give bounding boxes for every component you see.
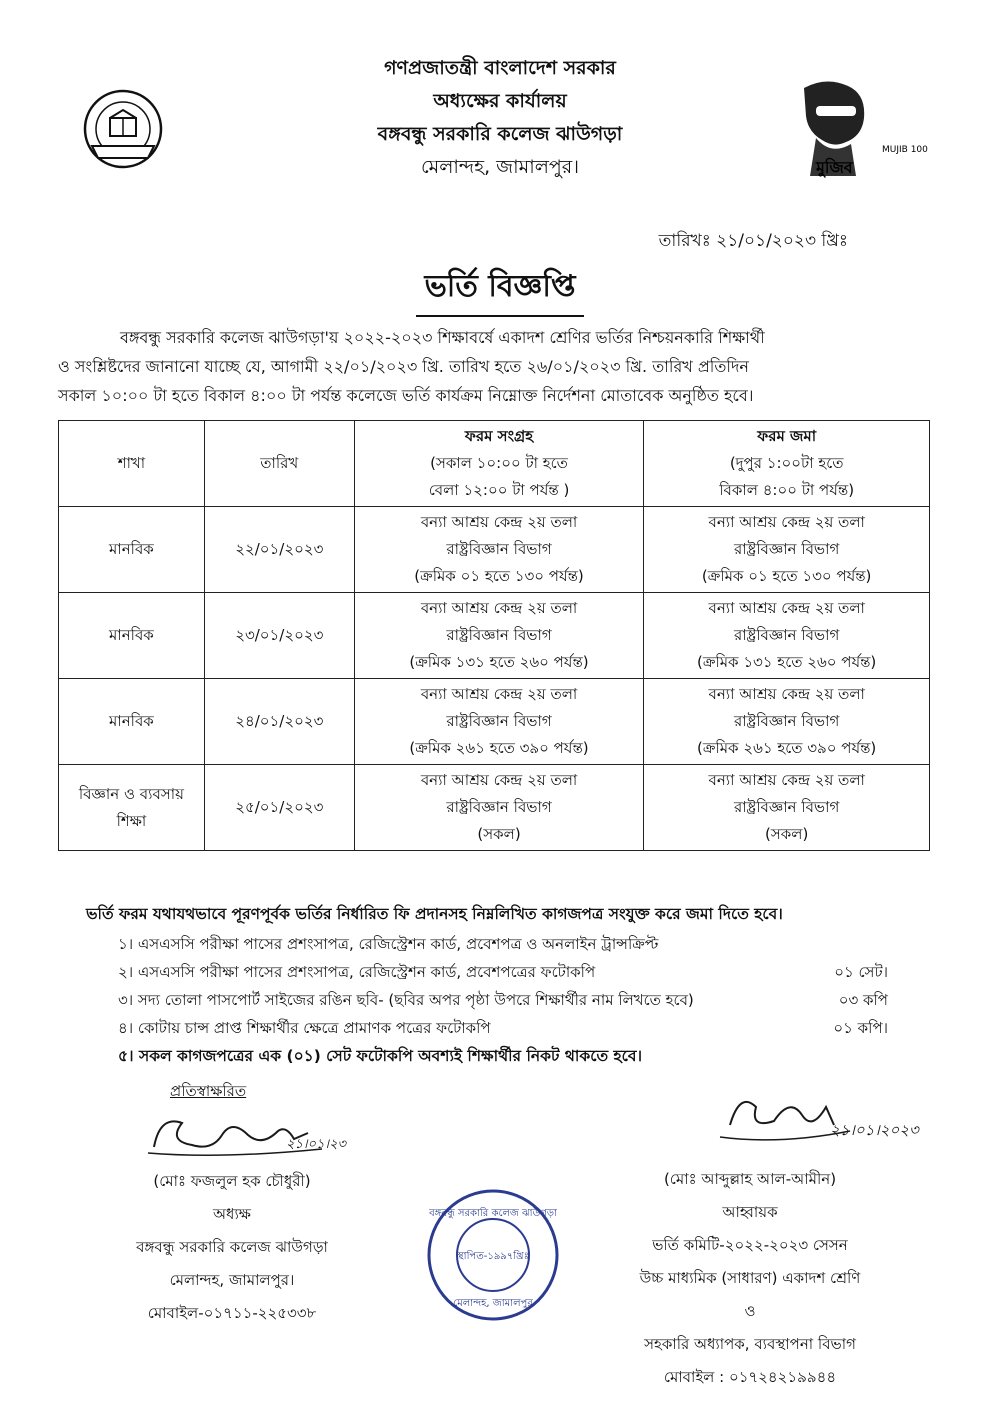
table-row (59, 593, 930, 679)
header-submit-time: বিকাল ৪:০০ টা পর্যন্ত) (719, 481, 855, 499)
requirements-list (118, 930, 888, 1070)
header-collect-title: ফরম সংগ্রহ (464, 427, 534, 445)
cell-line: রাষ্ট্রবিজ্ঞান বিভাগ (734, 712, 840, 730)
header-collect-time: বেলা ১২:০০ টা পর্যন্ত ) (428, 481, 570, 499)
cell-branch: মানবিক (59, 507, 205, 593)
cell-line: (ক্রমিক ০১ হতে ১৩০ পর্যন্ত) (701, 567, 872, 585)
requirement-text: ৫। সকল কাগজপত্রের এক (০১) সেট ফটোকপি অবশ্যই শিক্ষার্থীর নিকট থাকতে হবে। (118, 1047, 643, 1065)
table-row (59, 679, 930, 765)
cell-line: বন্যা আশ্রয় কেন্দ্র ২য় তলা (420, 771, 578, 789)
cell-line: (ক্রমিক ২৬১ হতে ৩৯০ পর্যন্ত) (697, 739, 877, 757)
mujib-100-logo (786, 78, 928, 180)
cell-submit (644, 593, 930, 679)
header-submit-title: ফরম জমা (757, 427, 817, 445)
requirement-qty: ০৩ কপি (838, 991, 888, 1009)
conjunction: ও (744, 1302, 756, 1320)
header-date: তারিখ (204, 421, 354, 507)
requirement-text: ৪। কোটায় চান্স প্রাপ্ত শিক্ষার্থীর ক্ষেত্রে প্রামাণক পত্রের ফটোকপি (118, 1019, 491, 1037)
cell-line: বন্যা আশ্রয় কেন্দ্র ২য় তলা (708, 771, 865, 789)
cell-submit (644, 679, 930, 765)
admission-schedule-table (58, 420, 930, 851)
intro-line: বঙ্গবন্ধু সরকারি কলেজ ঝাউগড়া'য় ২০২২-২০২৩ শিক্ষাবর্ষে একাদশ শ্রেণির ভর্তির নিশ্চয়নকারি শিক্ষার্থী (120, 328, 765, 347)
header-collect-time: (সকাল ১০:০০ টা হতে (430, 454, 568, 472)
countersigned-label: প্রতিস্বাক্ষরিত (170, 1082, 247, 1100)
cell-line: বন্যা আশ্রয় কেন্দ্র ২য় তলা (420, 513, 578, 531)
requirement-text: ৩। সদ্য তোলা পাসপোর্ট সাইজের রঙিন ছবি- (ছবির অপর পৃষ্ঠা উপরে শিক্ষার্থীর নাম লিখতে হবে) (118, 991, 694, 1009)
cell-date: ২৫/০১/২০২৩ (204, 765, 354, 851)
cell-line: (ক্রমিক ১৩১ হতে ২৬০ পর্যন্ত) (697, 653, 877, 671)
requirement-qty: ০১ কপি। (833, 1019, 888, 1037)
cell-line: (সকল) (765, 825, 809, 843)
cell-line: বন্যা আশ্রয় কেন্দ্র ২য় তলা (708, 599, 865, 617)
handwritten-date: ২১।০১।২৩ (286, 1137, 346, 1152)
convener-name: (মোঃ আব্দুল্লাহ আল-আমীন) (663, 1170, 837, 1188)
cell-date: ২২/০১/২০২৩ (204, 507, 354, 593)
intro-line: সকাল ১০:০০ টা হতে বিকাল ৪:০০ টা পর্যন্ত কলেজে ভর্তি কার্যক্রম নিম্নোক্ত নির্দেশনা মোতাবেক অনুষ্ঠিত হবে। (58, 386, 754, 405)
cell-collect (354, 593, 644, 679)
cell-line: রাষ্ট্রবিজ্ঞান বিভাগ (446, 540, 552, 558)
college-logo (82, 88, 164, 170)
list-item (118, 1042, 888, 1070)
cell-submit (644, 507, 930, 593)
convener-role: আহ্বায়ক (722, 1203, 778, 1221)
list-item (118, 1014, 888, 1042)
cell-date: ২৩/০১/২০২৩ (204, 593, 354, 679)
header-submit-time: (দুপুর ১:০০টা হতে (729, 454, 844, 472)
convener-signature (580, 1085, 920, 1163)
government-name: গণপ্রজাতন্ত্রী বাংলাদেশ সরকার (384, 57, 616, 79)
principal-name: (মোঃ ফজলুল হক চৌধুরী) (153, 1172, 311, 1190)
requirement-text: ২। এসএসসি পরীক্ষা পাসের প্রশংসাপত্র, রেজিস্ট্রেশন কার্ড, প্রবেশপত্রের ফটোকপি (118, 963, 596, 981)
cell-collect (354, 679, 644, 765)
convener-designation: সহকারি অধ্যাপক, ব্যবস্থাপনা বিভাগ (644, 1335, 856, 1353)
intro-line: ও সংশ্লিষ্টদের জানানো যাচ্ছে যে, আগামী ২২/০১/২০২৩ খ্রি. তারিখ হতে ২৬/০১/২০২৩ খ্রি. তারিখ প্রতিদিন (58, 357, 749, 376)
cell-date: ২৪/০১/২০২৩ (204, 679, 354, 765)
requirements-heading: ভর্তি ফরম যথাযথভাবে পূরণপূর্বক ভর্তির নির্ধারিত ফি প্রদানসহ নিম্নলিখিত কাগজপত্র সংযুক্ত করে জমা দিতে হবে। (86, 905, 783, 923)
cell-line: রাষ্ট্রবিজ্ঞান বিভাগ (446, 626, 552, 644)
svg-text:মেলান্দহ, জামালপুর: মেলান্দহ, জামালপুর (453, 1298, 533, 1309)
office-header (250, 52, 750, 184)
principal-institution: বঙ্গবন্ধু সরকারি কলেজ ঝাউগড়া (136, 1238, 328, 1256)
table-row (59, 765, 930, 851)
list-item (118, 986, 888, 1014)
list-item (118, 958, 888, 986)
principal-mobile: মোবাইল-০১৭১১-২২৫৩৩৮ (147, 1304, 317, 1322)
committee-name: ভর্তি কমিটি-২০২২-২০২৩ সেসন (652, 1236, 848, 1254)
svg-text:স্থাপিত-১৯৯৭খ্রিঃ: স্থাপিত-১৯৯৭খ্রিঃ (457, 1251, 529, 1262)
cell-branch: মানবিক (59, 593, 205, 679)
principal-address: মেলান্দহ, জামালপুর। (169, 1271, 295, 1289)
cell-line: (ক্রমিক ২৬১ হতে ৩৯০ পর্যন্ত) (409, 739, 589, 757)
cell-line: বন্যা আশ্রয় কেন্দ্র ২য় তলা (708, 685, 865, 703)
college-seal-stamp (424, 1186, 562, 1324)
convener-signature-block (580, 1085, 920, 1394)
header-form-submission (644, 421, 930, 507)
svg-text:বঙ্গবন্ধু সরকারি কলেজ ঝাউগড়া: বঙ্গবন্ধু সরকারি কলেজ ঝাউগড়া (429, 1208, 557, 1219)
cell-collect (354, 507, 644, 593)
table-header-row (59, 421, 930, 507)
cell-line: রাষ্ট্রবিজ্ঞান বিভাগ (734, 798, 840, 816)
notice-title-wrap (0, 262, 1000, 317)
handwritten-date: ২১।০১।২০২৩ (830, 1121, 919, 1139)
office-name: অধ্যক্ষের কার্যালয় (433, 90, 567, 112)
cell-line: রাষ্ট্রবিজ্ঞান বিভাগ (446, 712, 552, 730)
cell-branch: মানবিক (59, 679, 205, 765)
header-form-collection (354, 421, 644, 507)
college-address: মেলান্দহ, জামালপুর। (420, 156, 580, 178)
cell-line: বন্যা আশ্রয় কেন্দ্র ২য় তলা (420, 599, 578, 617)
cell-branch: বিজ্ঞান ও ব্যবসায় শিক্ষা (59, 765, 205, 851)
header-branch: শাখা (59, 421, 205, 507)
cell-submit (644, 765, 930, 851)
cell-line: রাষ্ট্রবিজ্ঞান বিভাগ (446, 798, 552, 816)
cell-line: (ক্রমিক ০১ হতে ১৩০ পর্যন্ত) (414, 567, 584, 585)
requirement-qty: ০১ সেট। (834, 963, 888, 981)
svg-text:MUJIB 100: MUJIB 100 (882, 145, 928, 155)
class-level: উচ্চ মাধ্যমিক (সাধারণ) একাদশ শ্রেণি (639, 1269, 861, 1287)
cell-line: রাষ্ট্রবিজ্ঞান বিভাগ (734, 626, 840, 644)
notice-title: ভর্তি বিজ্ঞপ্তি (416, 262, 583, 317)
cell-line: (সকল) (477, 825, 521, 843)
principal-signature-block (72, 1080, 392, 1330)
cell-line: বন্যা আশ্রয় কেন্দ্র ২য় তলা (420, 685, 578, 703)
principal-designation: অধ্যক্ষ (213, 1205, 251, 1223)
college-name: বঙ্গবন্ধু সরকারি কলেজ ঝাউগড়া (377, 123, 623, 145)
convener-mobile: মোবাইল : ০১৭২৪২১৯৯৪৪ (663, 1368, 837, 1386)
notice-date: তারিখঃ ২১/০১/২০২৩ খ্রিঃ (658, 231, 848, 251)
requirement-text: ১। এসএসসি পরীক্ষা পাসের প্রশংসাপত্র, রেজিস্ট্রেশন কার্ড, প্রবেশপত্র ও অনলাইন ট্রান্সক্রিপ্ট (118, 935, 659, 953)
intro-paragraph (58, 323, 928, 410)
table-row (59, 507, 930, 593)
cell-line: রাষ্ট্রবিজ্ঞান বিভাগ (734, 540, 840, 558)
svg-text:মুজিব: মুজিব (816, 158, 853, 177)
cell-line: (ক্রমিক ১৩১ হতে ২৬০ পর্যন্ত) (409, 653, 589, 671)
cell-collect (354, 765, 644, 851)
principal-signature (72, 1105, 392, 1165)
cell-line: বন্যা আশ্রয় কেন্দ্র ২য় তলা (708, 513, 865, 531)
list-item (118, 930, 888, 958)
